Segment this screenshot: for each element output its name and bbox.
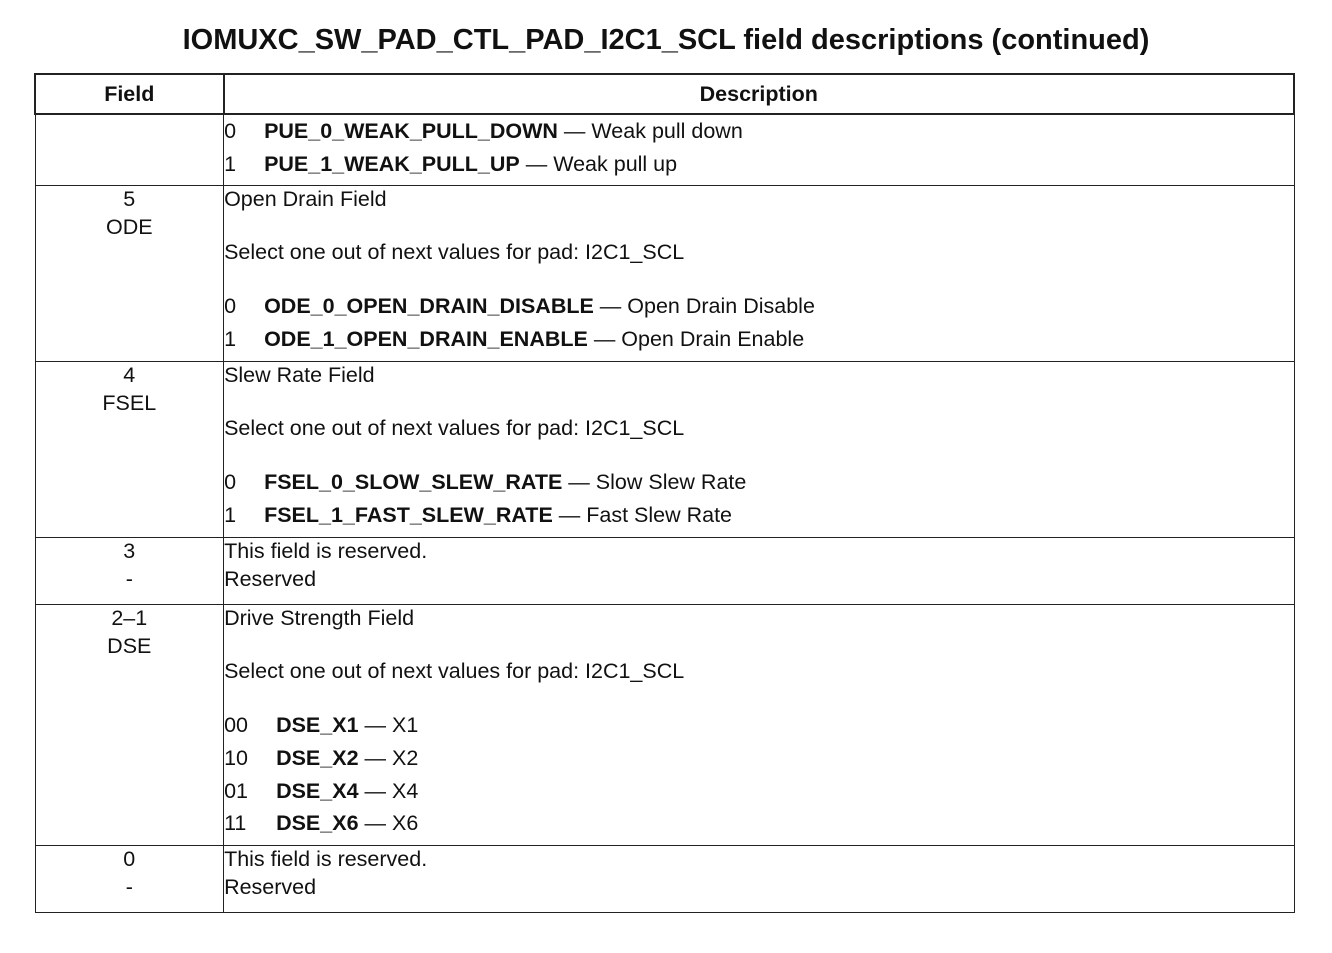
value-row [224,467,1293,500]
value-description: — Weak pull up [519,151,678,176]
description-cell [224,362,1294,538]
value-number: 1 [224,503,237,528]
value-name: ODE_1_OPEN_DRAIN_ENABLE [264,327,588,352]
value-row [224,710,1293,743]
value-description: — Weak pull down [557,119,743,143]
field-cell [35,362,224,538]
field-bit: 3 [123,539,136,564]
field-bit: 4 [123,363,136,388]
value-name: DSE_X6 [276,811,359,836]
reserved-label: Reserved [224,566,317,591]
field-bit: 0 [123,847,136,872]
value-number: 0 [224,294,237,319]
reserved-text: This field is reserved. [224,539,428,564]
value-row [224,808,1293,841]
value-description: — X2 [358,746,419,771]
field-heading: Slew Rate Field [224,363,375,388]
field-name: DSE [107,633,152,658]
select-text: Select one out of next values for pad: I2C1_SCL [224,239,685,264]
value-description: — Open Drain Disable [593,294,815,319]
value-number: 10 [224,746,248,771]
field-cell [35,605,224,846]
value-row [224,149,1293,182]
table-row-reserved-3 [35,538,1294,605]
header-row [35,74,1294,114]
value-name: DSE_X2 [276,746,359,771]
value-number: 0 [224,119,237,143]
value-number: 01 [224,778,248,803]
value-row [224,500,1293,533]
value-row [224,776,1293,809]
field-bit: 2–1 [111,606,148,631]
field-cell [35,114,224,186]
value-name: DSE_X4 [276,778,359,803]
value-row [224,324,1293,357]
field-cell [35,186,224,362]
select-text: Select one out of next values for pad: I2C1_SCL [224,415,685,440]
value-description: — Fast Slew Rate [552,503,733,528]
table-row-ode [35,186,1294,362]
field-descriptions-table [34,73,1295,913]
table-row-pue-continued [35,114,1294,186]
value-name: DSE_X1 [276,713,359,738]
value-number: 00 [224,713,248,738]
value-number: 11 [224,811,247,836]
value-row [224,116,1293,149]
select-text: Select one out of next values for pad: I2C1_SCL [224,658,685,683]
description-cell [224,114,1294,186]
value-number: 0 [224,470,237,495]
value-row [224,743,1293,776]
field-name: - [125,566,133,591]
header-description: Description [224,74,1294,114]
description-cell [224,186,1294,362]
field-cell [35,846,224,913]
value-row [224,291,1293,324]
field-cell [35,538,224,605]
field-name: FSEL [102,390,157,415]
value-description: — X4 [358,778,419,803]
description-cell [224,846,1294,913]
value-name: ODE_0_OPEN_DRAIN_DISABLE [264,294,594,319]
value-name: FSEL_1_FAST_SLEW_RATE [264,503,553,528]
field-bit: 5 [123,187,136,212]
field-heading: Drive Strength Field [224,606,415,631]
value-description: — X1 [358,713,419,738]
table-row-fsel [35,362,1294,538]
value-number: 1 [224,327,237,352]
description-cell [224,605,1294,846]
value-name: PUE_0_WEAK_PULL_DOWN [264,119,558,143]
value-description: — Open Drain Enable [587,327,805,352]
value-name: PUE_1_WEAK_PULL_UP [264,151,520,176]
table-row-dse [35,605,1294,846]
description-cell [224,538,1294,605]
header-field: Field [35,74,224,114]
field-heading: Open Drain Field [224,187,387,212]
value-number: 1 [224,151,237,176]
value-description: — Slow Slew Rate [562,470,747,495]
table-row-reserved-0 [35,846,1294,913]
value-description: — X6 [358,811,419,836]
value-name: FSEL_0_SLOW_SLEW_RATE [264,470,563,495]
field-name: ODE [105,214,153,239]
table-title: IOMUXC_SW_PAD_CTL_PAD_I2C1_SCL field descriptions (continued) [182,24,1150,56]
reserved-label: Reserved [224,874,317,899]
reserved-text: This field is reserved. [224,847,428,872]
field-name: - [125,874,133,899]
